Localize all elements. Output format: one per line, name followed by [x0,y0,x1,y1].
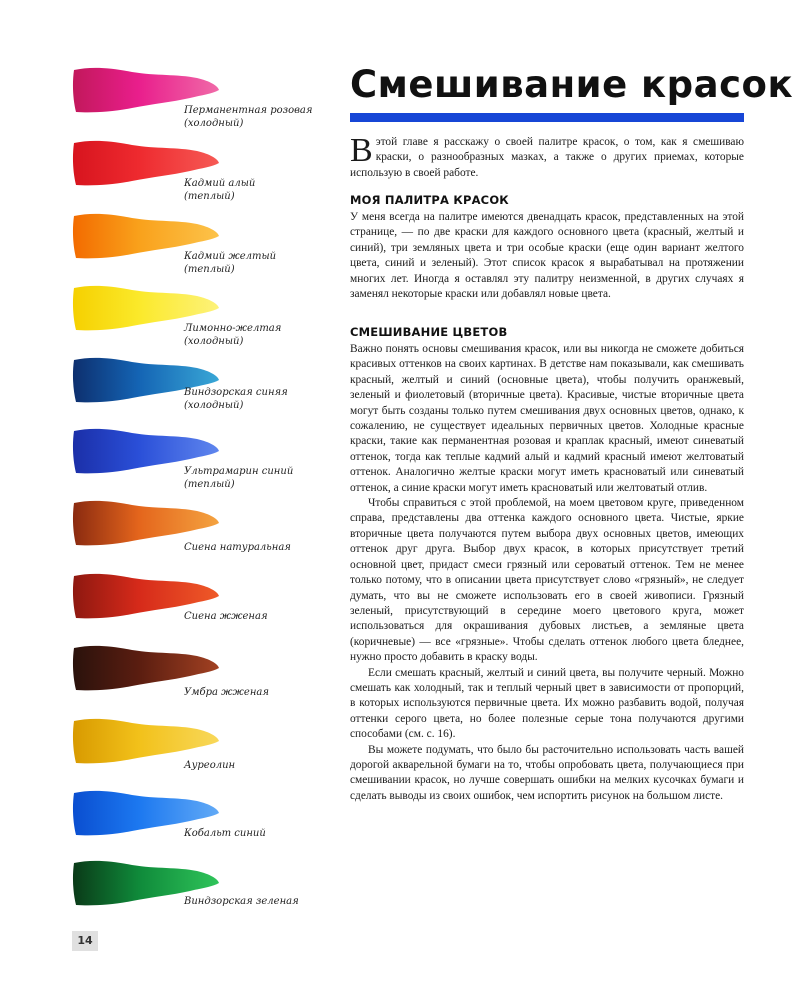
paint-stroke [73,501,219,546]
swatch-label: Кадмий желтый (теплый) [184,251,277,275]
drop-cap: В [350,132,373,169]
section-body-palette [350,210,744,302]
paragraph: Вы можете подумать, что было бы расточительно использовать часть вашей дорогой акварельной бумаги на то, чтобы опробовать цвета, получающиеся при смешивании красок, но лучше совершать ошибки на мелких кусочках бумаги и сделать выводы из своих ошибок, чем испортить рисунок на большом листе. [350,743,744,802]
swatch-label: Сиена жженая [184,611,268,622]
swatch-label: Виндзорская синяя (холодный) [184,387,288,411]
page-title: Смешивание красок [350,63,794,106]
paragraph: У меня всегда на палитре имеются двенадцать красок, представленных на этой странице, — по две краски для каждого основного цвета (красный, желтый и синий), три земляных цвета и три особые краски (еще один вариант желтого цвета, синий и зеленый). Этот список красок я вырабатывал на протяжении многих лет. Иногда я оставлял эту палитру неизменной, в других случаях я заменял некоторые краски или добавлял новые цвета. [350,211,744,301]
swatch-label: Сиена натуральная [184,542,291,553]
paint-swatch-column [0,0,330,1000]
swatch-label: Умбра жженая [184,687,269,698]
page-number: 14 [72,931,98,951]
swatch-label: Ауреолин [184,760,236,771]
intro-text: этой главе я расскажу о своей палитре красок, о том, как я смешиваю краски, о разнообразных мазках, а также о других приемах, которые использую в своей работе. [350,136,744,179]
section-heading-palette: МОЯ ПАЛИТРА КРАСОК [350,193,509,207]
swatch-label: Кобальт синий [184,828,266,839]
intro-paragraph [350,132,744,181]
paint-stroke [73,646,219,691]
swatch-label: Кадмий алый (теплый) [184,178,256,202]
paint-stroke [73,719,219,764]
section-body-mixing [350,342,744,804]
swatch-label: Ультрамарин синий (теплый) [184,466,294,490]
section-heading-mixing: СМЕШИВАНИЕ ЦВЕТОВ [350,325,508,339]
swatch-label: Перманентная розовая (холодный) [184,105,313,129]
paragraph: Если смешать красный, желтый и синий цвета, вы получите черный. Можно смешать как холодный, так и теплый черный цвет в зависимости от пропорций, в которых используются первичные цвета. Их можно разбавить водой, получая оттенки серого цвета, но более полезные серые тона получаются другими способами (см. с. 16). [350,666,744,741]
paragraph: Важно понять основы смешивания красок, или вы никогда не сможете добиться красивых оттенков на своих картинах. В детстве нам показывали, как смешивать красный, желтый и синий (основные цвета), чтобы получить оранжевый, зеленый и фиолетовый (вторичные цвета). Красивые, чистые вторичные цвета могут быть созданы только путем смешивания двух основных цветов, однако, к сожалению, не существует идеальных первичных цветов. Холодные красные краски, такие как перманентная розовая и краплак красный, имеют синеватый оттенок, тогда как теплые кадмий алый и кадмий красный имеют желтоватый оттенок. Аналогично желтые краски могут иметь красноватый или синеватый оттенок, а синие краски могут иметь красноватый или желтоватый отлив. [350,343,744,494]
swatch-label: Лимонно-желтая (холодный) [184,323,282,347]
title-underline-bar [350,113,744,122]
paragraph: Чтобы справиться с этой проблемой, на моем цветовом круге, приведенном справа, представлены два оттенка каждого основного цвета. Чистые, яркие вторичные цвета получаются путем выбора двух основных цветов, имеющих оттенок друг друга. Выбор двух красок, в которых присутствует третий основной цвет, придаст смеси грязный или сероватый оттенок. Тем не менее только потому, что в описании цвета присутствует слово «грязный», не следует думать, что вы не сможете использовать его в своей живописи. Грязный зеленый, присутствующий в середине моего цветового круга, может использоваться для окрашивания дубовых листьев, а земляные цвета (коричневые) — все «грязные». Чтобы сделать оттенок любого цвета бледнее, нужно просто добавить в краску воды. [350,497,744,664]
swatch-label: Виндзорская зеленая [184,896,299,907]
